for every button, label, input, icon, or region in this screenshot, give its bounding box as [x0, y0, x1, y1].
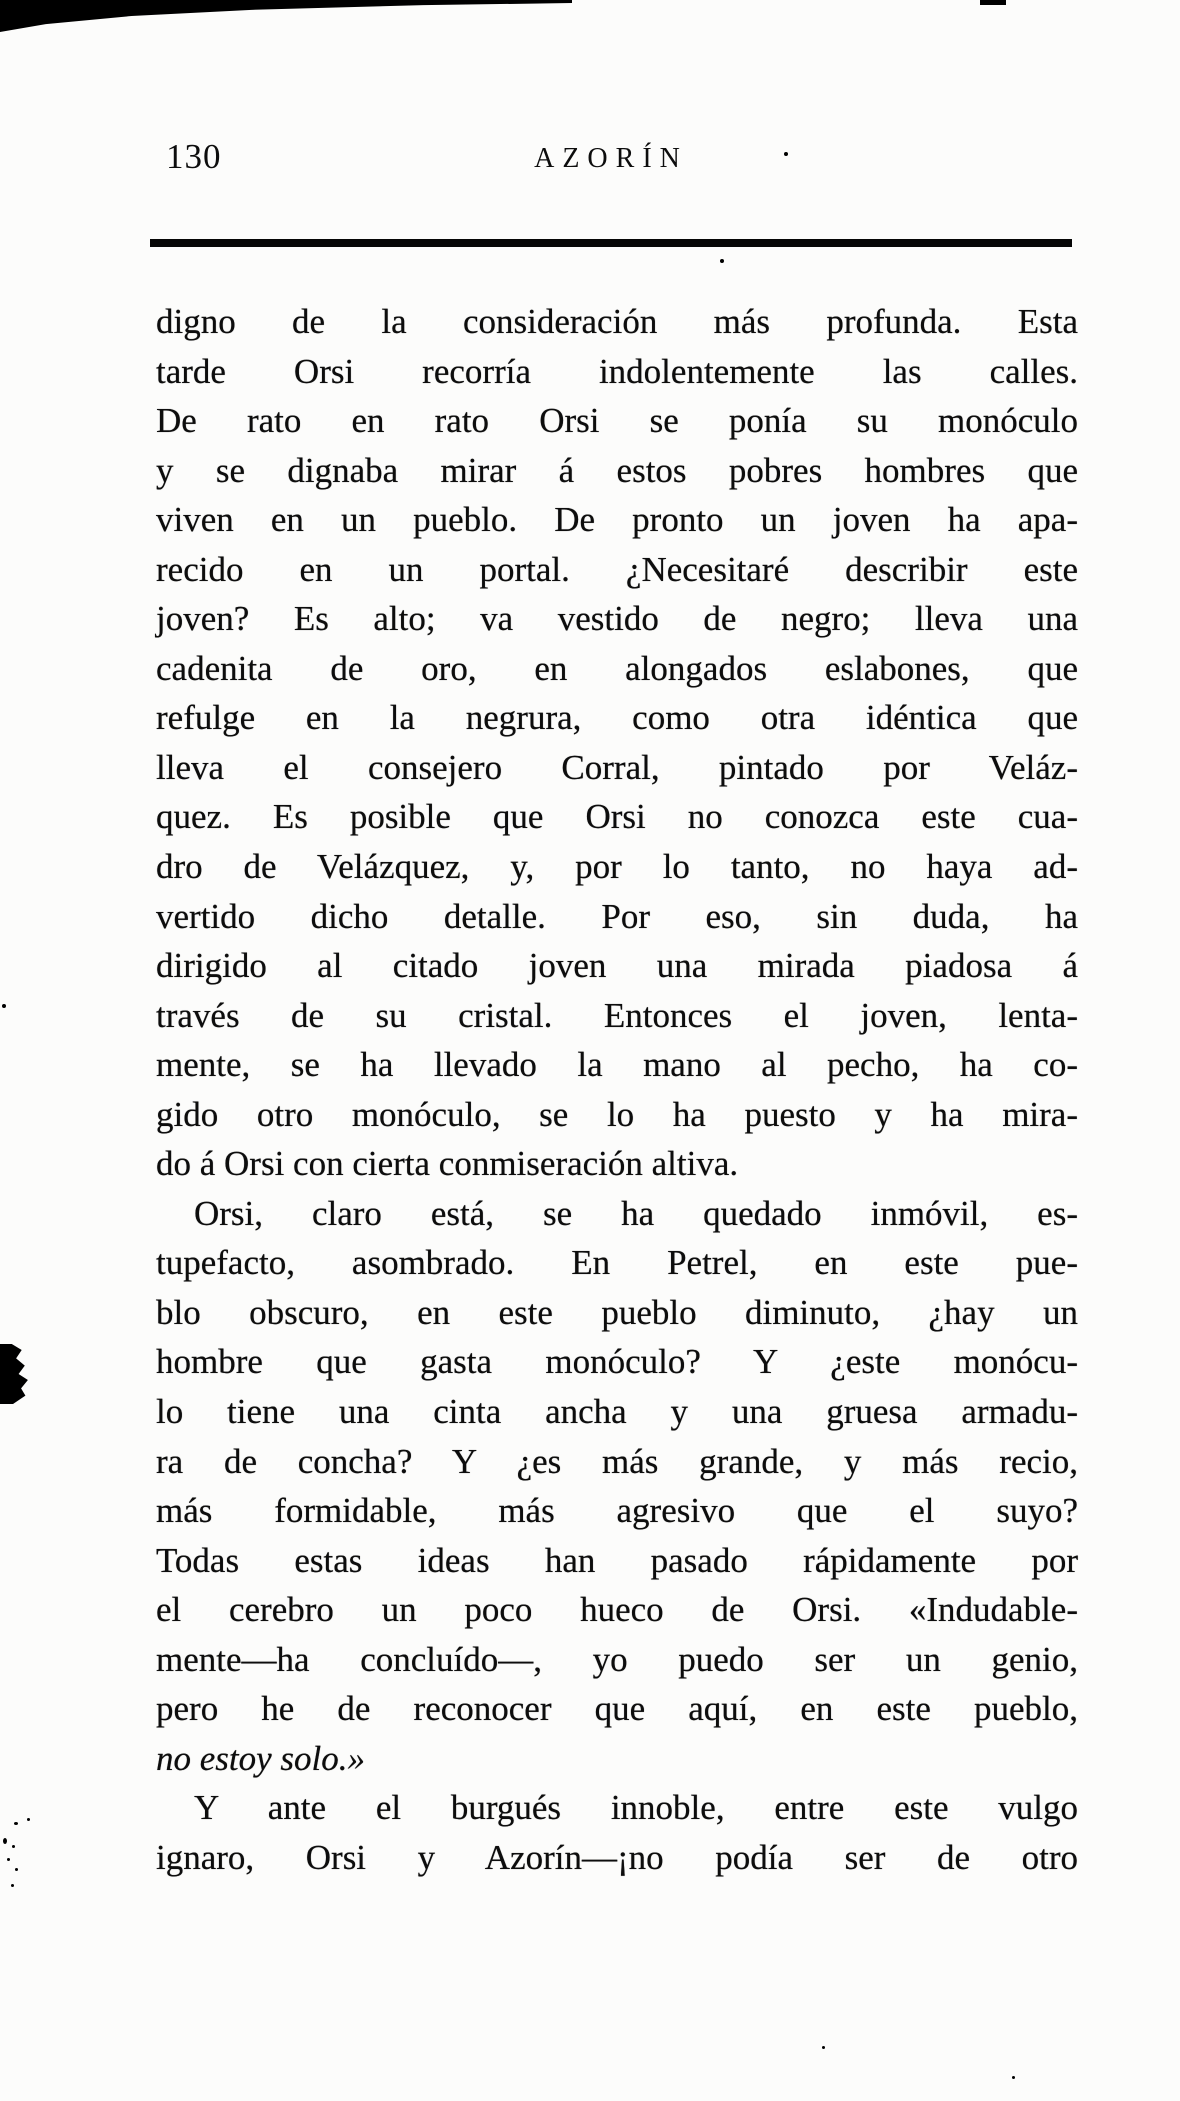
- ink-blob-left-margin: [0, 1344, 31, 1404]
- text-line: más formidable, más agresivo que el suyo?: [156, 1491, 1078, 1531]
- text-line: ra de concha? Y ¿es más grande, y más recio,: [156, 1441, 1078, 1481]
- text-line: lleva el consejero Corral, pintado por Veláz-: [156, 747, 1078, 787]
- ink-speck: [14, 1822, 18, 1825]
- text-line: mente—ha concluído—, yo puedo ser un genio,: [156, 1639, 1078, 1679]
- text-line: Y ante el burgués innoble, entre este vulgo: [194, 1788, 1078, 1828]
- text-line: Orsi, claro está, se ha quedado inmóvil, es-: [194, 1193, 1078, 1233]
- text-line: no estoy solo.»: [156, 1738, 366, 1778]
- ink-speck: [720, 259, 724, 263]
- text-line: recido en un portal. ¿Necesitaré describir este: [156, 549, 1078, 589]
- ink-speck: [2, 1004, 6, 1008]
- ink-speck: [15, 1868, 18, 1871]
- text-line: ignaro, Orsi y Azorín—¡no podía ser de otro: [156, 1837, 1078, 1877]
- text-line: gido otro monóculo, se lo ha puesto y ha mira-: [156, 1094, 1078, 1134]
- text-line: digno de la consideración más profunda. Esta: [156, 302, 1078, 341]
- text-line: tupefacto, asombrado. En Petrel, en este pue-: [156, 1243, 1078, 1283]
- text-line: joven? Es alto; va vestido de negro; lleva una: [156, 599, 1078, 639]
- text-line: quez. Es posible que Orsi no conozca este cua-: [156, 797, 1078, 837]
- text-line: cadenita de oro, en alongados eslabones, que: [156, 648, 1078, 688]
- text-line: través de su cristal. Entonces el joven, lenta-: [156, 995, 1078, 1035]
- ink-speck: [822, 2046, 825, 2049]
- ink-speck: [7, 1858, 10, 1861]
- text-line: mente, se ha llevado la mano al pecho, ha co-: [156, 1045, 1078, 1085]
- text-line: De rato en rato Orsi se ponía su monóculo: [156, 401, 1078, 441]
- text-line: el cerebro un poco hueco de Orsi. «Indudable-: [156, 1590, 1078, 1630]
- text-line: dro de Velázquez, y, por lo tanto, no haya ad-: [156, 847, 1078, 887]
- text-line: Todas estas ideas han pasado rápidamente por: [156, 1540, 1078, 1580]
- text-line: pero he de reconocer que aquí, en este pueblo,: [156, 1689, 1078, 1729]
- text-line: dirigido al citado joven una mirada piadosa á: [156, 946, 1078, 986]
- text-line: viven en un pueblo. De pronto un joven ha apa-: [156, 500, 1078, 540]
- text-line: lo tiene una cinta ancha y una gruesa armadu-: [156, 1392, 1078, 1432]
- ink-smudge-top-bar: [0, 0, 572, 34]
- header-rule: [150, 239, 1072, 247]
- page-header: [150, 132, 1072, 178]
- ink-speck: [3, 1838, 7, 1844]
- text-line: hombre que gasta monóculo? Y ¿este monócu-: [156, 1342, 1078, 1382]
- page-number: 130: [166, 137, 222, 176]
- text-line: tarde Orsi recorría indolentemente las calles.: [156, 351, 1078, 391]
- ink-speck: [1012, 2076, 1015, 2079]
- running-header-title: AZORÍN: [534, 143, 688, 174]
- text-line: refulge en la negrura, como otra idéntica que: [156, 698, 1078, 738]
- text-line: blo obscuro, en este pueblo diminuto, ¿hay un: [156, 1292, 1078, 1332]
- text-line: vertido dicho detalle. Por eso, sin duda, ha: [156, 896, 1078, 936]
- ink-speck: [27, 1818, 30, 1821]
- text-line: do á Orsi con cierta conmiseración altiva.: [156, 1144, 739, 1184]
- ink-speck: [12, 1845, 15, 1848]
- body-text: [156, 297, 1078, 1883]
- ink-dash-top-right: [980, 0, 1006, 5]
- text-line: y se dignaba mirar á estos pobres hombres que: [156, 450, 1078, 490]
- ink-speck: [11, 1884, 14, 1887]
